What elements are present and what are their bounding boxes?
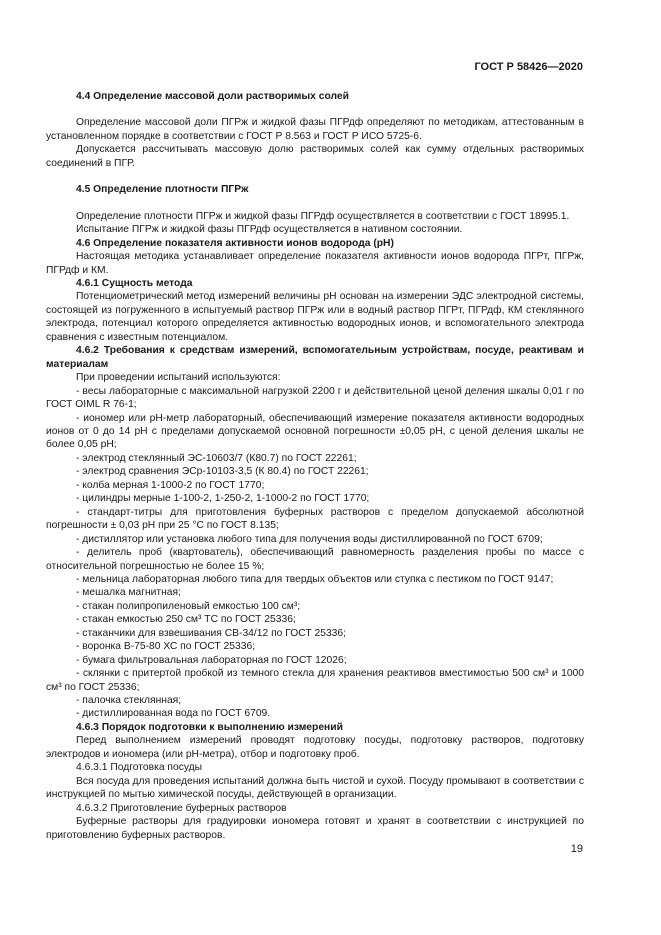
section-heading-4-6: 4.6 Определение показателя активности ионов водорода (pH) bbox=[76, 237, 394, 249]
body-paragraph: Определение массовой доли ПГРж и жидкой фазы ПГРдф определяют по методикам, аттестованным в установленном порядке в соответствии с ГОСТ Р 8.563 и ГОСТ Р ИСО 5725-6. bbox=[46, 117, 584, 142]
list-item: - стаканчики для взвешивания СВ-34/12 по ГОСТ 25336; bbox=[76, 627, 346, 639]
list-item: - мельница лабораторная любого типа для твердых объектов или ступка с пестиком по ГОСТ 9147; bbox=[76, 573, 554, 585]
body-paragraph: Буферные растворы для градуировки иономера готовят и хранят в соответствии с инструкцией по приготовлению буферных растворов. bbox=[46, 816, 584, 841]
document-body bbox=[46, 90, 584, 842]
list-item: - склянки с притертой пробкой из темного стекла для хранения реактивов вместимостью 500 см³ и 1000 см³ по ГОСТ 25336; bbox=[46, 668, 584, 693]
list-item: - палочка стеклянная; bbox=[76, 695, 182, 707]
section-heading-4-5: 4.5 Определение плотности ПГРж bbox=[76, 184, 249, 196]
body-paragraph: Настоящая методика устанавливает определение показателя активности ионов водорода ПГРт, ПГРж, ПГРдф и КМ. bbox=[46, 251, 584, 276]
subsection-heading-4-6-3-1: 4.6.3.1 Подготовка посуды bbox=[76, 762, 203, 774]
list-item: - стакан полипропиленовый емкостью 100 см³; bbox=[76, 600, 301, 612]
list-item: - стакан емкостью 250 см³ ТС по ГОСТ 25336; bbox=[76, 614, 296, 626]
body-paragraph: Потенциометрический метод измерений величины pH основан на измерении ЭДС электродной системы, состоящей из погруженного в испытуемый раствор ПГРж или в водный раствор ПГРт, ПГРдф, КМ стеклянного электрода, потенциал которого определяется активностью водородных ионов, и вспомогательного электрода сравнения с известным потенциалом. bbox=[46, 291, 584, 343]
list-item: - дистиллятор или установка любого типа для получения воды дистиллированной по ГОСТ 6709; bbox=[76, 533, 543, 545]
subsection-heading-4-6-3: 4.6.3 Порядок подготовки к выполнению измерений bbox=[76, 721, 343, 733]
list-item: - воронка В-75-80 ХС по ГОСТ 25336; bbox=[76, 641, 256, 653]
subsection-heading-4-6-2: 4.6.2 Требования к средствам измерений, вспомогательным устройствам, посуде, реактивам и материалам bbox=[46, 345, 584, 370]
body-paragraph: Допускается рассчитывать массовую долю растворимых солей как сумму отдельных растворимых соединений в ПГР. bbox=[46, 144, 584, 169]
list-item: - цилиндры мерные 1-100-2, 1-250-2, 1-1000-2 по ГОСТ 1770; bbox=[76, 493, 370, 505]
body-paragraph: При проведении испытаний используются: bbox=[76, 372, 281, 384]
page-number: 19 bbox=[570, 843, 583, 855]
subsection-heading-4-6-1: 4.6.1 Сущность метода bbox=[76, 277, 193, 289]
section-heading-4-4: 4.4 Определение массовой доли растворимых солей bbox=[76, 91, 349, 102]
document-number-header: ГОСТ Р 58426—2020 bbox=[474, 61, 583, 73]
list-item: - весы лабораторные с максимальной нагрузкой 2200 г и действительной ценой деления шкалы 0,01 г по ГОСТ OIML R 76-1; bbox=[46, 385, 584, 411]
body-paragraph: Определение плотности ПГРж и жидкой фазы ПГРдф осуществляется в соответствии с ГОСТ 18995.1. bbox=[76, 210, 570, 222]
list-item: - иономер или pH-метр лабораторный, обеспечивающий измерение показателя активности водородных ионов от 0 до 14 pH с пределами допускаемой основной погрешности ±0,05 pH, с ценой деления шкалы не более 0,05 pH; bbox=[46, 412, 584, 451]
list-item: - стандарт-титры для приготовления буферных растворов с пределом допускаемой абсолютной погрешности ± 0,03 pH при 25 °С по ГОСТ 8.135; bbox=[46, 506, 584, 532]
list-item: - дистиллированная вода по ГОСТ 6709. bbox=[76, 708, 271, 720]
list-item: - электрод стеклянный ЭС-10603/7 (К80.7) по ГОСТ 22261; bbox=[76, 452, 357, 464]
body-paragraph: Вся посуда для проведения испытаний должна быть чистой и сухой. Посуду промывают в соответствии с инструкцией по мытью химической посуды, действующей в организации. bbox=[46, 775, 584, 801]
list-item: - мешалка магнитная; bbox=[76, 587, 181, 599]
list-item: - делитель проб (квартователь), обеспечивающий равномерность разделения пробы по массе с относительной погрешностью не более 15 %; bbox=[46, 547, 584, 572]
list-item: - электрод сравнения ЭСр-10103-3,5 (К 80.4) по ГОСТ 22261; bbox=[76, 466, 369, 478]
body-paragraph: Испытание ПГРж и жидкой фазы ПГРдф осуществляется в нативном состоянии. bbox=[76, 224, 463, 236]
list-item: - колба мерная 1-1000-2 по ГОСТ 1770; bbox=[76, 479, 265, 491]
subsection-heading-4-6-3-2: 4.6.3.2 Приготовление буферных растворов bbox=[76, 802, 287, 814]
list-item: - бумага фильтровальная лабораторная по ГОСТ 12026; bbox=[76, 654, 347, 666]
body-paragraph: Перед выполнением измерений проводят подготовку посуды, подготовку растворов, подготовку электродов и иономера (или pH-метра), отбор и подготовку проб. bbox=[46, 735, 584, 760]
